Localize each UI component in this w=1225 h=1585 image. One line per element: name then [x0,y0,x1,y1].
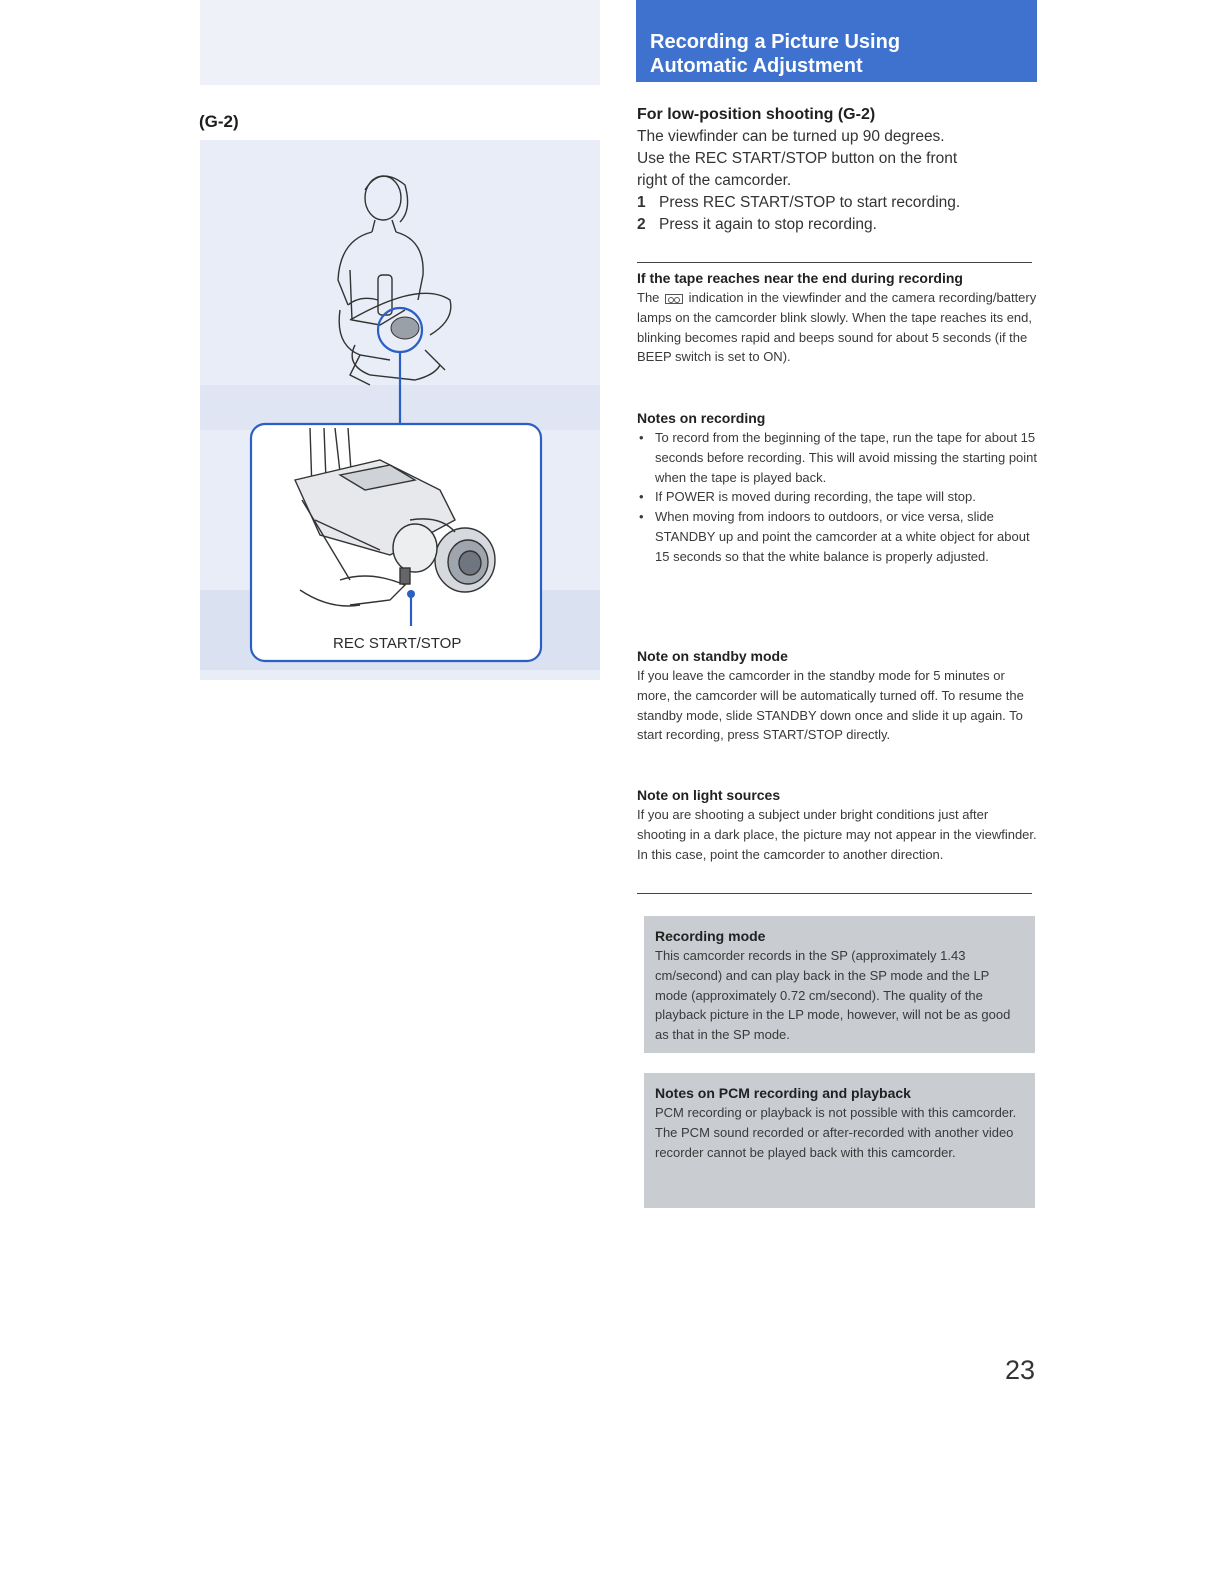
camcorder-illustration [240,160,560,670]
note-item: • When moving from indoors to outdoors, or vice versa, slide STANDBY up and point the camcorder at a white object for about 15 seconds so that the white balance is properly adjusted. [637,507,1037,566]
person-drawing [338,176,451,385]
pcm-line: PCM recording or playback is not possible with this camcorder. [655,1105,1017,1120]
light-text: If you are shooting a subject under bright conditions just after shooting in a dark place, the picture may not appear in the viewfinder. In this case, point the camcorder to another direction. [637,807,1037,862]
bleed-through-area [200,0,600,85]
standby-title: Note on standby mode [637,648,788,664]
recording-mode-text: This camcorder records in the SP (approximately 1.43 cm/second) and can play back in the SP mode and the LP mode (approximately 0.72 cm/second). The quality of the playback picture in the LP mode, however, will not be as good as that in the SP mode. [655,948,1011,1043]
page-number: 23 [1005,1355,1036,1385]
note-item: • If POWER is moved during recording, the tape will stop. [637,487,1037,507]
divider [637,262,1032,263]
standby-section [637,648,1037,745]
tape-end-title: If the tape reaches near the end during recording [637,270,963,286]
figure-label: (G-2) [199,112,239,131]
callout-label: REC START/STOP [333,635,462,652]
low-position-line: right of the camcorder. [637,172,792,189]
light-title: Note on light sources [637,787,781,803]
step-text: Press REC START/STOP to start recording. [659,194,961,211]
light-section [637,787,1037,864]
low-position-section [637,106,1037,236]
tape-end-text: indication in the viewfinder and the camera recording/battery lamps on the camcorder blink slowly. When the tape reaches its end, blinking becomes rapid and beeps sound for about 5 seconds (if the BEEP switch is set to ON). [637,290,1037,365]
tape-end-section [637,270,1037,367]
pcm-notes-box [644,1073,1035,1208]
step-text: Press it again to stop recording. [659,216,877,233]
recording-mode-title: Recording mode [655,928,766,944]
step-1 [637,192,1037,214]
page-title [636,0,1037,82]
low-position-heading: For low-position shooting (G-2) [637,106,876,123]
notes-recording-section [637,410,1037,567]
step-2 [637,214,1037,236]
step-number: 2 [637,216,646,233]
low-position-line: The viewfinder can be turned up 90 degrees. [637,128,945,145]
pcm-title: Notes on PCM recording and playback [655,1085,911,1101]
notes-recording-title: Notes on recording [637,410,766,426]
low-position-line: Use the REC START/STOP button on the front [637,150,958,167]
pcm-line: The PCM sound recorded or after-recorded with another video recorder cannot be played back with this camcorder. [655,1124,1014,1160]
tape-end-text-start: The [637,290,660,305]
divider [637,893,1032,894]
step-number: 1 [637,194,646,211]
recording-mode-box [644,916,1035,1053]
page-title-line2: Automatic Adjustment [650,55,863,77]
page-title-line1: Recording a Picture Using [650,31,901,53]
note-item: • To record from the beginning of the tape, run the tape for about 15 seconds before recording. This will avoid missing the starting point when the tape is played back. [637,428,1037,487]
tape-icon [665,294,683,304]
standby-text: If you leave the camcorder in the standby mode for 5 minutes or more, the camcorder will be automatically turned off. To resume the standby mode, slide STANDBY down once and slide it up again. To start recording, press START/STOP directly. [637,668,1024,743]
